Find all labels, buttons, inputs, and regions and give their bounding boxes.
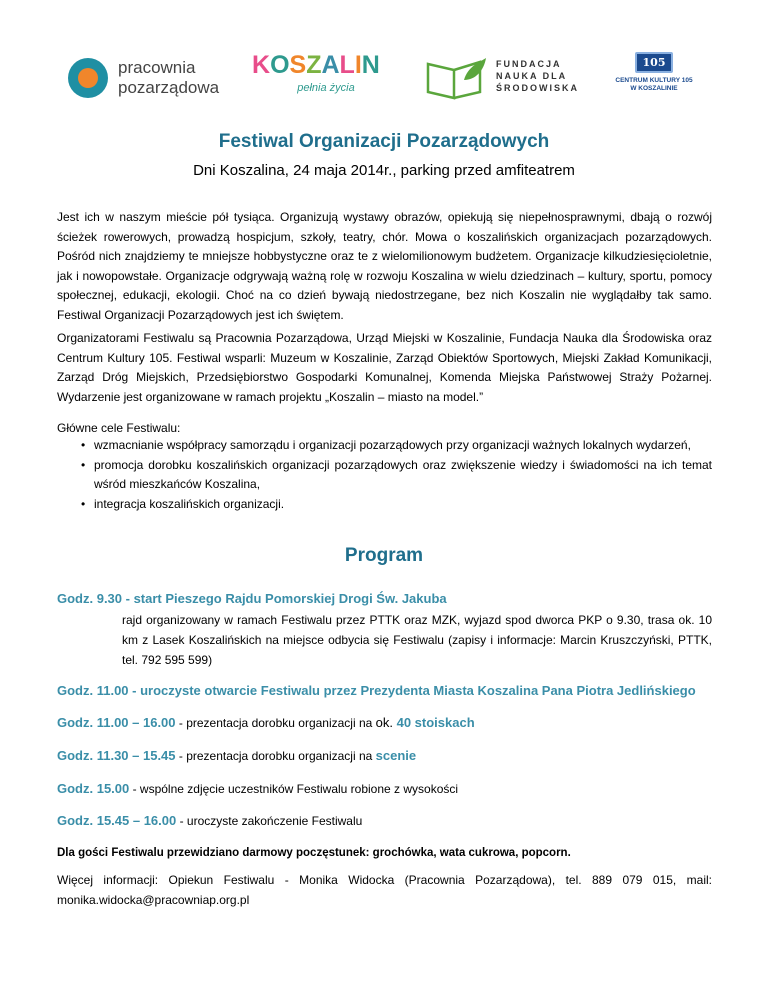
event-highlight: scenie (375, 748, 417, 763)
list-item: • integracja koszalińskich organizacji. (57, 495, 712, 515)
logos-header (0, 48, 768, 118)
centrum-kultury-logo (606, 52, 702, 112)
event-time: Godz. 11.00 – 16.00 (57, 715, 176, 730)
program-heading: Program (344, 545, 424, 566)
centrum-badge: 105 (635, 52, 674, 73)
event-time: Godz. 11.00 (57, 683, 129, 698)
fundacja-logo-text (496, 58, 579, 94)
event-closing (57, 813, 737, 828)
koszalin-logo (252, 50, 382, 110)
fundacja-line3: ŚRODOWISKA (496, 83, 579, 93)
koszalin-logo-letter: Z (306, 51, 322, 79)
goals-list (57, 436, 712, 514)
page-title: Festiwal Organizacji Pozarządowych (218, 131, 550, 152)
pracownia-logo-line1: pracownia (118, 58, 196, 77)
list-item: • wzmacnianie współpracy samorządu i organizacji pozarządowych przy organizacji ważnych lokalnych wydarzeń, (57, 436, 712, 456)
koszalin-logo-letter: N (361, 51, 380, 79)
event-text: - prezentacja dorobku organizacji na (175, 716, 376, 730)
koszalin-logo-letter: A (321, 51, 340, 79)
organizers-paragraph: Organizatorami Festiwalu są Pracownia Pozarządowa, Urząd Miejski w Koszalinie, Fundacja Nauka dla Środowiska oraz Centrum Kultury 105. Festiwal wsparli: Muzeum w Koszalinie, Zarząd Obiektów Sportowych, Miejski Zakład Komunikacji, Zarząd Dróg Miejskich, Przedsiębiorstwo Gospodarki Komunalnej, Komenda Miejska Państwowej Straży Pożarnej. Wydarzenie jest organizowane w ramach projektu „Koszalin – miasto na model.” (57, 331, 712, 404)
event-opening (57, 683, 737, 698)
event-rajd (57, 591, 737, 606)
event-text: - uroczyste zakończenie Festiwalu (176, 814, 363, 828)
event-text: - uroczyste otwarcie Festiwalu przez Prezydenta Miasta Koszalina Pana Piotra Jedlińskiego (128, 683, 696, 698)
koszalin-logo-letter: K (252, 51, 271, 79)
centrum-logo-text (606, 77, 702, 93)
koszalin-logo-letter: S (289, 51, 307, 79)
event-time: Godz. 15.45 – 16.00 (57, 813, 177, 828)
event-text-big: ok. (375, 715, 393, 730)
koszalin-logo-tagline: pełnia życia (297, 82, 355, 94)
fundacja-line1: FUNDACJA (496, 59, 562, 69)
book-leaf-icon (424, 54, 490, 102)
goals-heading: Główne cele Festiwalu: (57, 421, 181, 435)
event-time: Godz. 9.30 - start Pieszego Rajdu Pomorskiej Drogi Św. Jakuba (57, 591, 447, 606)
pracownia-pozarzadowa-logo (68, 56, 238, 104)
event-text: - wspólne zdjęcie uczestników Festiwalu robione z wysokości (129, 782, 459, 796)
fundacja-line2: NAUKA DLA (496, 71, 568, 81)
event-stage (57, 748, 737, 763)
koszalin-logo-letters (252, 50, 382, 80)
refreshments-note: Dla gości Festiwalu przewidziano darmowy poczęstunek: grochówka, wata cukrowa, popcorn. (57, 847, 571, 859)
event-photo (57, 781, 737, 796)
pracownia-logo-line2: pozarządowa (118, 78, 220, 97)
page-subtitle: Dni Koszalina, 24 maja 2014r., parking przed amfiteatrem (193, 162, 575, 179)
koszalin-logo-letter: L (339, 51, 355, 79)
event-text: - prezentacja dorobku organizacji na (175, 749, 376, 763)
list-item: • promocja dorobku koszalińskich organizacji pozarządowych oraz zwiększenie wiedzy i świadomości na ich temat wśród mieszkańców Koszalina, (57, 456, 712, 495)
koszalin-logo-letter: I (354, 51, 362, 79)
event-highlight: 40 stoiskach (393, 715, 475, 730)
intro-paragraph: Jest ich w naszym mieście pół tysiąca. Organizują wystawy obrazów, opiekują się niepełnosprawnymi, dbają o rozwój ścieżek rowerowych, prowadzą hospicjum, szkoły, teatry, chór. Mowa o koszalińskich organizacjach pozarządowych. Pośród nich znajdziemy te mniejsze hobbystyczne oraz te z wielomilionowym budżetem. Organizacje kilkudziesięcioletnie, jak i nowopowstałe. Organizacje odgrywają ważną rolę w rozwoju Koszalina w wielu dziedzinach – kultury, sportu, pomocy społecznej, edukacji, ekologii. Choć na co dzień bywają niedostrzegane, bez nich Koszalin nie wyglądałby tak samo. Festiwal Organizacji Pozarządowych jest ich świętem. (57, 210, 712, 322)
contact-info: Więcej informacji: Opiekun Festiwalu - Monika Widocka (Pracownia Pozarządowa), tel. 889 079 015, mail: monika.widocka@pracowniap.org.pl (57, 873, 712, 907)
koszalin-logo-letter: O (270, 51, 290, 79)
centrum-line2: W KOSZALINIE (630, 85, 678, 92)
event-time: Godz. 11.30 – 15.45 (57, 748, 176, 763)
event-rajd-description: rajd organizowany w ramach Festiwalu przez PTTK oraz MZK, wyjazd spod dworca PKP o 9.30, trasa ok. 10 km z Lasek Koszalińskich na miejsce odbycia się Festiwalu (zapisy i informacje: Marcin Kruszczyński, PTTK, tel. 792 595 599) (122, 613, 712, 667)
pracownia-logo-icon (68, 58, 108, 98)
event-time: Godz. 15.00 (57, 781, 130, 796)
centrum-line1: CENTRUM KULTURY 105 (615, 77, 693, 84)
event-stands (57, 715, 737, 730)
fundacja-nauka-logo (424, 54, 584, 104)
